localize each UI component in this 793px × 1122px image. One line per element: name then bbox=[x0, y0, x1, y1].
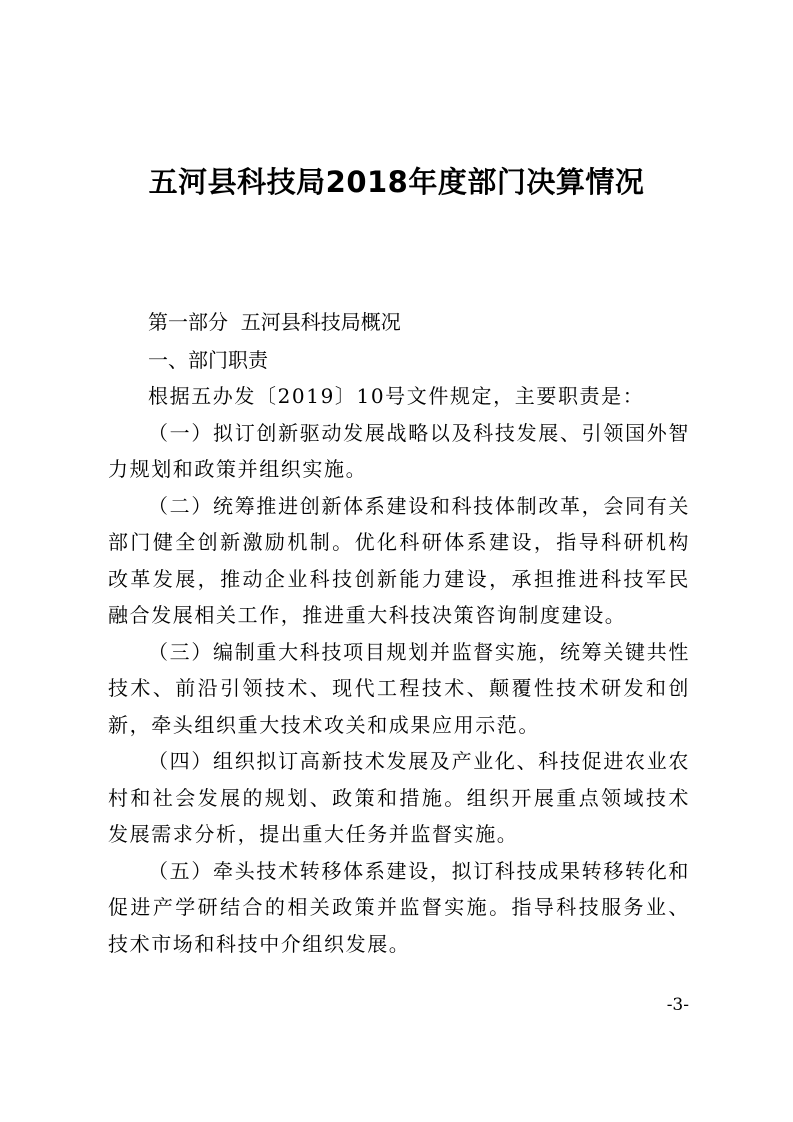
part-heading: 第一部分 五河县科技局概况 bbox=[148, 310, 401, 334]
document-body bbox=[108, 378, 690, 962]
paragraph-duty-3: （三）编制重大科技项目规划并监督实施，统筹关键共性技术、前沿引领技术、现代工程技术、颠覆性技术研发和创新，牵头组织重大技术攻关和成果应用示范。 bbox=[108, 639, 690, 737]
paragraph-duty-5: （五）牵头技术转移体系建设，拟订科技成果转移转化和促进产学研结合的相关政策并监督实施。指导科技服务业、技术市场和科技中介组织发展。 bbox=[108, 858, 690, 956]
paragraph-duty-4: （四）组织拟订高新技术发展及产业化、科技促进农业农村和社会发展的规划、政策和措施。组织开展重点领域技术发展需求分析，提出重大任务并监督实施。 bbox=[108, 749, 690, 846]
section-heading: 一、部门职责 bbox=[148, 348, 268, 372]
paragraph-intro: 根据五办发〔2019〕10号文件规定，主要职责是： bbox=[148, 384, 645, 408]
paragraph-duty-1: （一）拟订创新驱动发展战略以及科技发展、引领国外智力规划和政策并组织实施。 bbox=[108, 420, 690, 481]
paragraph-duty-2: （二）统筹推进创新体系建设和科技体制改革，会同有关部门健全创新激励机制。优化科研体系建设，指导科研机构改革发展，推动企业科技创新能力建设，承担推进科技军民融合发展相关工作，推进重大科技决策咨询制度建设。 bbox=[108, 493, 690, 627]
document-title: 五河县科技局2018年度部门决算情况 bbox=[148, 165, 645, 199]
page-number: -3- bbox=[666, 995, 689, 1015]
